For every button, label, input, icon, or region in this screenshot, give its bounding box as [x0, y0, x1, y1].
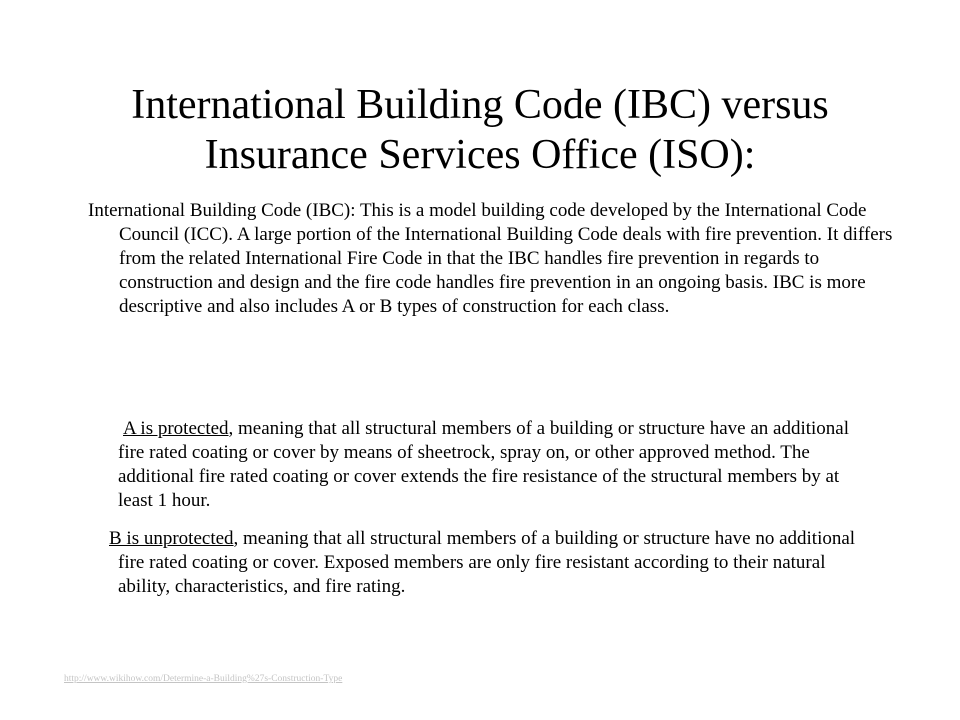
slide-title	[80, 80, 880, 180]
source-link[interactable]: http://www.wikihow.com/Determine-a-Building%27s-Construction-Type	[64, 674, 343, 684]
type-b-description: , meaning that all structural members of a building or structure have no additional fire rated coating or cover. Exposed members are only fire resistant according to their natural ability, characteristics, and fire rating.	[118, 528, 856, 597]
slide-title-line-2: Insurance Services Office (ISO):	[204, 132, 756, 178]
slide-title-line-1: International Building Code (IBC) versus	[131, 82, 829, 128]
type-b-paragraph	[88, 527, 868, 599]
type-a-description: , meaning that all structural members of a building or structure have an additional fire rated coating or cover by means of sheetrock, spray on, or other approved method. The additional fire rated coating or cover extends the fire resistance of the structural members by at least 1 hour.	[118, 418, 850, 511]
type-a-label: A is protected	[123, 418, 229, 439]
type-b-label: B is unprotected	[109, 528, 234, 549]
ibc-intro-paragraph: International Building Code (IBC): This is a model building code developed by the International Code Council (ICC). A large portion of the International Building Code deals with fire prevention. It differs from the related International Fire Code in that the IBC handles fire prevention in regards to construction and design and the fire code handles fire prevention in an ongoing basis. IBC is more descriptive and also includes A or B types of construction for each class.	[88, 200, 893, 317]
type-a-paragraph	[88, 417, 868, 513]
